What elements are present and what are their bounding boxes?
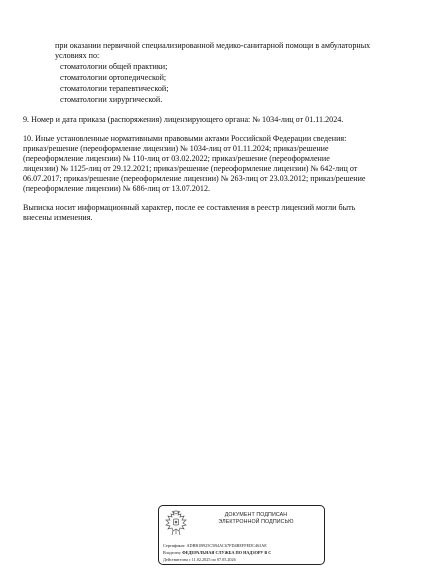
other-info-line-2: приказ/решение (переоформление лицензии) № 1034-лиц от 01.11.2024; приказ/решение [23,144,329,153]
other-info-line-6: (переоформление лицензии) № 686-лиц от 13.07.2012. [23,184,211,193]
other-info-line-4: лицензии) № 1125-лиц от 29.12.2021; приказ/решение (переоформление лицензии) № 642-лиц от [23,164,358,173]
signature-title-line-1: ДОКУМЕНТ ПОДПИСАН [224,512,288,518]
conditions-line-1: при оказании первичной специализированной медико-санитарной помощи в амбулаторных [55,41,371,50]
owner-line [163,550,271,555]
certificate-value: ADBB1B925C5B4AC67FD4BEFFEDC463AE [186,543,267,548]
certificate-line [163,543,267,548]
other-info-line-5: 06.07.2017; приказ/решение (переоформление лицензии) № 263-лиц от 23.03.2012; приказ/решение [23,174,366,183]
signature-title-line-2: ЭЛЕКТРОННОЙ ПОДПИСЬЮ [218,518,294,525]
other-info-line-1: 10. Иные установленные нормативными правовыми актами Российской Федерации сведения: [23,134,347,143]
owner-value: ФЕДЕРАЛЬНАЯ СЛУЖБА ПО НАДЗОРУ В С [182,550,272,555]
service-item-1: стоматологии общей практики; [60,62,168,71]
notice-line-2: внесены изменения. [23,213,93,222]
certificate-label: Сертификат: [163,543,186,548]
owner-label: Владелец: [163,550,182,555]
other-info-line-3: (переоформление лицензии) № 110-лиц от 03.02.2022; приказ/решение (переоформление [23,154,330,163]
order-number-line: 9. Номер и дата приказа (распоряжения) лицензирующего органа: № 1034-лиц от 01.11.2024. [23,115,344,124]
signature-stamp-title [193,512,319,526]
notice-line-1: Выписка носит информационный характер, после ее составления в реестр лицензий могли быть [23,203,356,212]
conditions-line-2: условиях по: [55,51,100,60]
service-item-4: стоматологии хирургической. [60,95,163,104]
service-item-3: стоматологии терапевтической; [60,84,169,93]
coat-of-arms-icon [163,510,189,537]
validity-line: Действителен с 11.02.2025 по 07.05.2026 [163,557,236,562]
service-item-2: стоматологии ортопедической; [60,73,167,82]
electronic-signature-stamp [158,505,325,565]
